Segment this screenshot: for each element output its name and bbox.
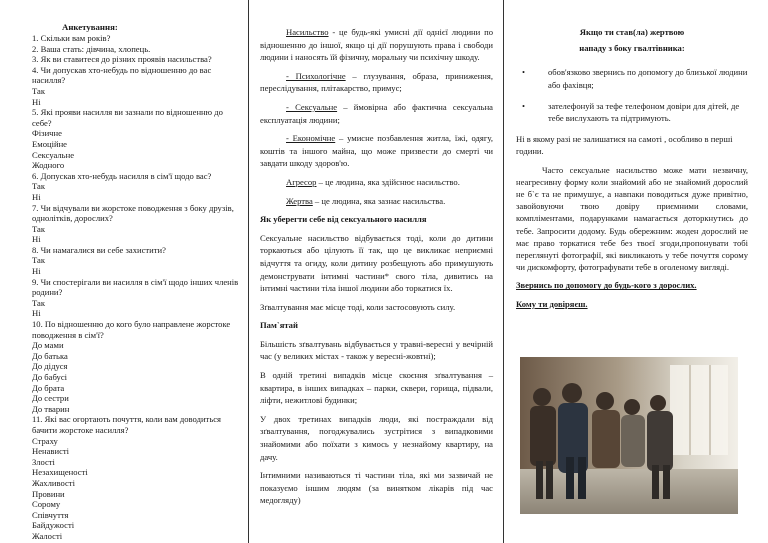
paragraph-fact-3: У двох третинах випадків люди, які постраждали від зґвалтування, погоджувались зустрітися з випадковими знайомими або поїхати з кимось у незнайому квартиру, на дачу. [260,413,493,462]
definition-term: - Економічне [286,133,336,144]
answer-option: Жодного [32,160,65,171]
question: 10. По відношенню до кого було направлене жорстоке поводження в сім'ї? [32,319,231,340]
paragraph-fact-2: В одній третині випадків місце скоєння зґвалтування – квартира, в інших випадках – парки, сквери, горища, підвали, ліфти, нежитлові будинки; [260,370,493,406]
definition-term: - Психологічне [286,70,346,81]
question: 2. Ваша стать: дівчина, хлопець. [32,43,151,54]
bullet-icon: • [522,100,526,111]
definition-paragraph [260,101,493,126]
question: 3. Як ви ставитеся до різних проявів насильства? [32,54,212,65]
answer-option: До тварин [32,403,70,414]
definition-paragraph [260,132,493,170]
advice-call-2: Кому ти довіряєш. [516,298,588,309]
advice-bullet-text: обов'язково звернись по допомогу до близької людини або фахівця; [548,67,748,90]
advice-title-line-1: Якщо ти став(ла) жертвою [579,27,685,37]
answer-option: Так [32,297,46,308]
paragraph-rape: Зґвалтування має місце тоді, коли застосовують силу. [260,301,456,312]
column-divider-2 [503,0,504,543]
definitions-list [260,26,493,207]
definition-term: - Сексуальне [286,101,338,112]
answer-option: Жахливості [32,477,75,488]
advice-call-1: Звернись по допомогу до будь-кого з дорослих. [516,280,697,291]
question: 9. Чи спостерігали ви насилля в сім'ї щодо інших членів родини? [32,276,239,298]
answer-option: Байдужості [32,520,75,531]
answer-option: Емоційне [32,138,67,149]
answer-option: Ні [32,234,41,245]
answer-option: Ненависті [32,446,70,457]
advice-paragraph-2: Часто сексуальне насильство може мати незвичну, неагресивну форму коли знайомий або не знайомий дорослий не б`є та не примушує, а навпаки поводиться дуже привітно, завойовуючи твою довіру приємними словами, компліментами, подарунками намагається доторкнутись до тебе. Запросити додому. Будь обережним: жоден дорослий не має право торкатися тебе без твоєї згоди,пропонувати тобі переглянуті фотографії, які викликають у тебе почуття сорому чи дискомфорту, фотографувати тебе в оголеному вигляді. [516,164,748,273]
answer-option: До мами [32,340,64,351]
answer-option: Провини [32,488,65,499]
answer-option: Жалості [32,530,63,541]
advice-bullet-2 [516,100,748,124]
answer-option: Злості [32,456,55,467]
definition-paragraph [260,195,493,208]
paragraph-fact-1: Більшість зґвалтувань відбувається у травні-вересні у вечірній час (у великих містах - також у вересні-жовтні); [260,338,493,362]
answer-option: Ні [32,96,41,107]
questionnaire-list [32,33,240,542]
answer-option: До дідуся [32,361,68,372]
advice-bullet-1 [516,66,748,90]
question: 5. Які прояви насилля ви зазнали по відношенню до себе? [32,107,223,128]
question: 7. Чи відчували ви жорстоке поводження з боку друзів, однолітків, дорослих? [32,202,234,224]
bullet-icon: • [522,67,526,78]
answer-option: Ні [32,266,41,277]
question: 8. Чи намагалися ви себе захистити? [32,244,166,255]
definition-term: Насильство [286,27,329,37]
answer-option: До сестри [32,393,69,404]
question: 11. Які вас огортають почуття, коли вам доводиться бачити жорстоке насилля? [32,414,222,435]
definitions-column [250,0,503,543]
answer-option: Ні [32,191,41,202]
column-divider-1 [248,0,249,543]
answer-option: Так [32,255,46,266]
answer-option: До брата [32,382,65,393]
questionnaire-column [0,0,248,543]
advice-bullet-text: зателефонуй за тефе телефоном довіри для дітей, де тебе вислухають та підтримують. [548,100,740,124]
answer-option: До бабусі [32,372,68,382]
answer-option: Фізичне [32,128,62,139]
answer-option: Сорому [32,499,61,510]
question: 6. Допускав хто-небудь насилля в сім'ї щодо вас? [32,170,212,181]
question: 4. Чи допускав хто-небудь по відношенню до вас насилля? [32,64,212,86]
answer-option: Страху [32,435,58,446]
definition-term: Агресор [286,176,317,187]
answer-option: Так [32,223,46,234]
students-corridor-photo [520,357,738,514]
answer-option: До батька [32,350,68,361]
answer-option: Так [32,181,46,192]
definition-text: – ймовірна або фактична сексуальна експлуатація людини; [260,101,493,125]
definition-text: – глузування, образа, приниження, переслідування, плітакарство, примус; [260,70,494,94]
answer-option: Незахищеності [32,467,88,478]
question: 1. Скільки вам років? [32,33,111,43]
definition-term: Жертва [286,195,313,206]
definition-text: – це людина, яка зазнає насильства. [312,195,446,206]
answer-option: Сексуальне [32,149,75,160]
paragraph-sexual-violence: Сексуальне насильство відбувається тоді, коли до дитини торкаються або цілують її так, що це викликає неприємні відчуття та огиду, коли дитину розбещують або примушують демонструвати інтимні частини* свого тіла, дивитись на інтимні частини тіла іншої людини або торкатися їх. [260,232,493,294]
answer-option: Ні [32,308,41,319]
definition-text: – це людина, яка здійснює насильство. [316,176,460,187]
definition-paragraph [260,26,493,64]
remember-heading: Пам`ятай [260,320,298,331]
advice-title-line-2: нападу з боку гвалтівника: [579,43,685,54]
section-subtitle: Як уберегти себе від сексуального насилля [260,214,427,225]
questionnaire-title: Анкетування: [62,22,118,32]
definition-paragraph [260,176,493,189]
answer-option: Співчуття [32,509,69,520]
answer-option: Так [32,85,46,96]
definition-paragraph [260,70,493,95]
definition-text: - це будь-які умисні дії однієї людини по відношенню до іншої, якщо ці дії порушують права і свободи людини і наносять їй фізичну, моральну чи психічну шкоду. [260,27,493,63]
paragraph-intimate-parts: Інтимними називаються ті частини тіла, які ми зазвичай не показуємо іншим людям (за винятком лікарів під час медогляду) [260,470,493,506]
advice-paragraph-1: Ні в якому разі не залишатися на самоті , особливо в перші години. [516,134,733,157]
definition-text: – умисне позбавлення житла, їжі, одягу, коштів та іншого майна, що може призвести до смерті чи завдати шкоду здоров'ю. [260,133,493,169]
